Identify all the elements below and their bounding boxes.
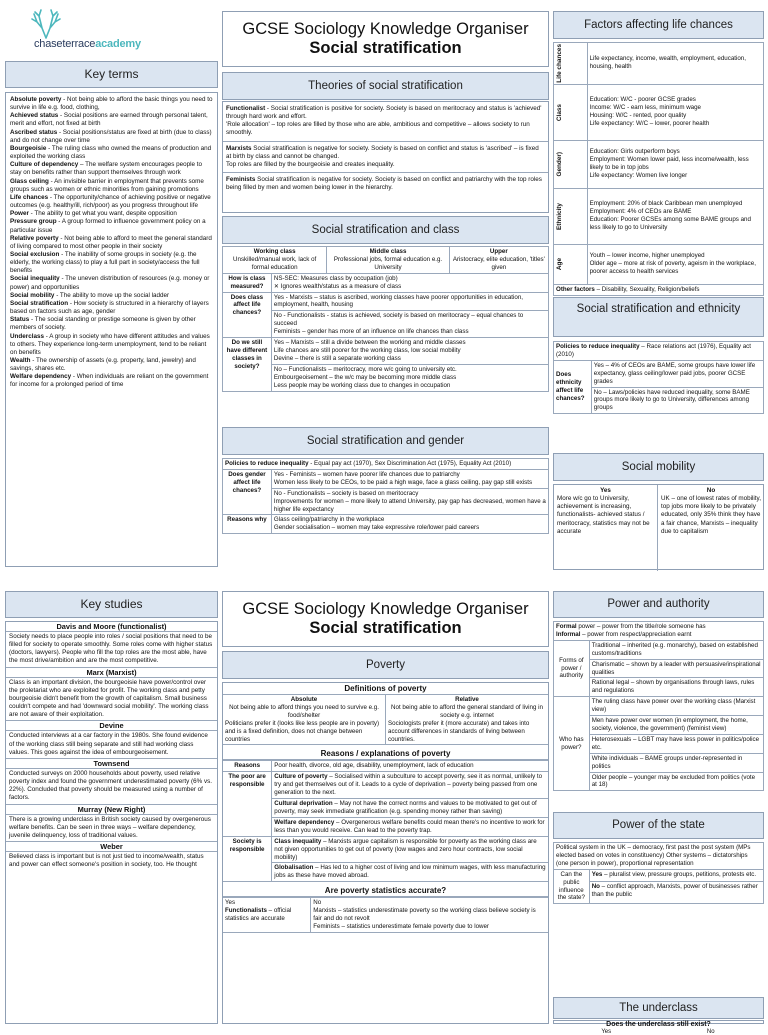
term-def: - The inability of some groups in society (e.g. the elderly, the working class) to play a full part in society/access the full benefits bbox=[10, 250, 200, 275]
mobility-no-text: UK – one of lowest rates of mobility, top jobs more likely to be privately educated, only 35% think they have a fair chance, Marxists – inequality due to capitalism bbox=[661, 495, 761, 535]
stats-no-text: Marxists – statistics underestimate poverty so the working class believe society is fair and do not revolt bbox=[313, 907, 536, 923]
term-def: - The ability to move up the social ladder bbox=[54, 291, 170, 299]
informal-label: Informal bbox=[556, 630, 581, 638]
underclass-header: The underclass bbox=[553, 997, 764, 1019]
term: Culture of dependency bbox=[10, 161, 79, 169]
term: Underclass bbox=[10, 332, 44, 340]
formal-label: Formal bbox=[556, 623, 577, 630]
key-terms-header: Key terms bbox=[5, 61, 218, 88]
term-def: - A group formed to influence government policy on a particular issue bbox=[10, 218, 206, 234]
cell-line: Less people may be working class due to changes in occupation bbox=[273, 381, 451, 389]
explanation-term: Globalisation bbox=[274, 864, 314, 872]
cell-line: Housing: W/C - rented, poor quality bbox=[589, 112, 687, 120]
term-def: - The opportunity/chance of achieving positive or negative outcomes (e.g. healthy/ill, rich/poor) as you progress throughout life bbox=[10, 193, 211, 210]
explanation-term: Culture of poverty bbox=[274, 773, 328, 781]
state-yes-text: – pluralist view, pressure groups, petitions, protests etc. bbox=[602, 870, 757, 878]
functionalist-text2: 'Role allocation' – top roles are filled by those who are able, ambitious and competitive – allows society to run smoothly. bbox=[226, 121, 530, 137]
underclass-no: No bbox=[706, 1029, 715, 1035]
row-label: Do we still have different classes in society? bbox=[223, 338, 272, 391]
stats-yes-title: Yes bbox=[225, 899, 236, 907]
study-text: Conducted interviews at a car factory in the 1980s. She found evidence of the working class still being separate and still had working class values. This goes against the idea of embourgeoisement. bbox=[9, 732, 208, 756]
cell-line: Older people – younger may be excluded from politics (vote at 18) bbox=[589, 772, 763, 791]
term-def: - The social standing or prestige someone is given by other members of society. bbox=[10, 316, 196, 332]
stats-yes-text: – official statistics are accurate bbox=[225, 907, 292, 923]
term: Absolute poverty bbox=[10, 96, 62, 103]
stats-no-text2: Feminists – statistics underestimate female poverty due to lower bbox=[313, 922, 489, 930]
row-label: Society is responsible bbox=[223, 836, 272, 882]
functionalist-text: - Social stratification is positive for society. Society is based on meritocracy and status is 'achieved' through hard work and effort. bbox=[226, 105, 542, 121]
marxists-label: Marxists bbox=[226, 144, 252, 152]
stats-heading: Are poverty statistics accurate? bbox=[223, 885, 548, 897]
row-label: The poor are responsible bbox=[223, 772, 272, 836]
ethnicity-yes: Yes – 4% of CEOs are BAME, some groups have lower life expectancy, glass ceiling/lower paid jobs, poorer GCSE grades bbox=[591, 360, 763, 387]
state-table bbox=[553, 842, 764, 994]
gender-header: Social stratification and gender bbox=[222, 427, 549, 455]
other-factors-label: Other factors bbox=[556, 285, 595, 293]
theories-body bbox=[222, 101, 549, 213]
cell-line: White individuals – BAME groups under-represented in politics bbox=[589, 753, 763, 772]
state-header: Power of the state bbox=[553, 812, 764, 839]
power-table bbox=[553, 621, 764, 811]
row-label: Can the public influence the state? bbox=[554, 869, 590, 904]
mobility-yes-title: Yes bbox=[600, 487, 611, 494]
term: Status bbox=[10, 316, 30, 324]
study-name: Davis and Moore (functionalist) bbox=[6, 622, 217, 632]
row-label: Gender) bbox=[556, 151, 563, 177]
study-name: Marx (Marxist) bbox=[6, 667, 217, 678]
upper-class-title: Upper bbox=[489, 248, 508, 255]
study-text: Class is an important division, the bourgeoisie have power/control over the proletariat who are exploited for profit. The working class and petty bourgeoisie didn't benefit from the growth of capitalism. Small business couldn't compete and had 'downward social mobility'. The working class are not aware of their exploitation. bbox=[9, 678, 209, 719]
row-label: Does class affect life chances? bbox=[223, 292, 272, 338]
underclass-body bbox=[553, 1020, 764, 1035]
underclass-question: Does the underclass still exist? bbox=[606, 1021, 711, 1028]
underclass-yes: Yes bbox=[601, 1029, 612, 1035]
ethnicity-header: Social stratification and ethnicity bbox=[553, 297, 764, 337]
factors-header: Factors affecting life chances bbox=[553, 11, 764, 39]
policies-label: Policies to reduce inequality bbox=[556, 343, 640, 350]
row-label: Forms of power / authority bbox=[554, 640, 590, 696]
study-text: Society needs to place people into roles / social positions that need to be filled for society to operate smoothly. Some roles come with higher status (doctors, lawyers). People who fill the top roles are the most able, have the most drive/ambition and are the most competitive. bbox=[9, 633, 213, 665]
page-title: GCSE Sociology Knowledge Organiser bbox=[242, 20, 529, 38]
term: Social mobility bbox=[10, 291, 55, 299]
informal-text: – power from respect/appreciation earnt bbox=[580, 630, 692, 638]
feminists-label: Feminists bbox=[226, 176, 256, 184]
study-text: Believed class is important but is not just tied to income/wealth, status and power can effect someone's position in society, too. He thought bbox=[9, 852, 204, 869]
state-yes-label: Yes bbox=[591, 870, 603, 878]
term: Power bbox=[10, 210, 29, 218]
relative-text: Not being able to afford the general standard of living in society e.g. internet bbox=[391, 703, 543, 719]
key-studies-header: Key studies bbox=[5, 591, 218, 618]
cell-line: ✕ Ignores wealth/status as a measure of class bbox=[273, 282, 402, 290]
term-def: - How society is structured in a hierarchy of layers based on factors such as age, gender bbox=[10, 299, 209, 316]
explanation-term: Welfare dependency bbox=[274, 818, 335, 826]
class-header: Social stratification and class bbox=[222, 216, 549, 244]
cell-line: Education: W/C - poorer GCSE grades bbox=[589, 96, 696, 104]
other-factors-text: – Disability, Sexuality, Religion/beliefs bbox=[594, 285, 700, 293]
row-label: Class bbox=[556, 103, 563, 121]
policies-label: Policies to reduce inequality bbox=[225, 460, 309, 467]
state-no-text: – conflict approach, Marxists, power of businesses rather than the public bbox=[591, 883, 758, 899]
cell-line: Education: Girls outperform boys bbox=[589, 148, 680, 156]
term-def: - The ability to get what you want, despite opposition bbox=[28, 210, 177, 218]
cell-line: Employment: Women lower paid, less income/wealth, less likely to be in top jobs bbox=[589, 156, 749, 172]
ethnicity-table bbox=[553, 341, 764, 449]
term-def: - Social positions are earned through personal talent, merit and effort, not fixed at birth bbox=[10, 112, 208, 128]
term-def: - A group in society who have different attitudes and values to others. They experience long-term unemployment, tend to be reliant on benefits bbox=[10, 332, 210, 356]
cell-line: Employment: 20% of black Caribbean men unemployed bbox=[589, 200, 743, 208]
cell-line: Employment: 4% of CEOs are BAME bbox=[589, 208, 692, 216]
mobility-no-title: No bbox=[706, 487, 716, 494]
cell-line: Older age – more at risk of poverty, ageism in the workplace, poorer access to health services bbox=[589, 260, 756, 276]
relative-title: Relative bbox=[455, 696, 479, 703]
term-def: - The uneven distribution of resources (e.g. money or power) and opportunities bbox=[10, 275, 210, 291]
cell-line: Yes - Marxists – status is ascribed, working classes have poorer opportunities in education, employment, health, housing bbox=[271, 292, 548, 311]
term: Social exclusion bbox=[10, 250, 60, 258]
row-label: Life chances bbox=[556, 44, 563, 83]
cell-line: Life chances are still poorer for the working class, low social mobility bbox=[273, 346, 461, 354]
term-def: - An invisible barrier in employment that prevents some groups such as women or ethnic minorities from gaining promotions bbox=[10, 177, 204, 193]
row-label: Who has power? bbox=[554, 697, 590, 791]
stats-no-title: No bbox=[313, 899, 322, 907]
term: Life chances bbox=[10, 193, 49, 201]
explanation-text: – Overgenerous welfare benefits could mean there's no incentive to work for less than you would receive. Can lead to the poverty trap. bbox=[274, 818, 545, 834]
mobility-header: Social mobility bbox=[553, 453, 764, 481]
cell-line: Life expectancy, income, wealth, employment, education, housing, health bbox=[589, 55, 746, 71]
poverty-body bbox=[222, 682, 549, 1024]
cell-line: Charismatic – shown by a leader with persuasive/inspirational qualities bbox=[589, 659, 763, 678]
power-header: Power and authority bbox=[553, 591, 764, 618]
state-no-label: No bbox=[591, 883, 600, 891]
cell-line: Life expectancy: Women live longer bbox=[589, 172, 688, 180]
term-def: - When individuals are reliant on the government for income for a prolonged period of time bbox=[10, 373, 209, 389]
row-label: Age bbox=[556, 258, 563, 271]
key-terms-body bbox=[5, 92, 218, 567]
term: Ascribed status bbox=[10, 128, 58, 136]
working-class-text: Unskilled/manual work, lack of formal education bbox=[233, 255, 317, 271]
term: Bourgeoisie bbox=[10, 144, 47, 152]
explanation-term: Class inequality bbox=[274, 837, 322, 845]
cell-line: Youth – lower income, higher unemployed bbox=[589, 252, 705, 260]
page-subtitle: Social stratification bbox=[309, 39, 462, 57]
explanation-text: – Has led to a higher cost of living and low minimum wages, with less manufacturing jobs as these have moved abroad. bbox=[274, 864, 546, 880]
term: Pressure group bbox=[10, 218, 57, 226]
study-name: Murray (New Right) bbox=[6, 804, 217, 815]
logo-text-a: chaseterrace bbox=[34, 38, 96, 50]
marxists-text: Social stratification is negative for society. Society is based on conflict and status is 'ascribed' – is fixed at birth by class and cannot be changed. bbox=[226, 144, 539, 160]
cell-line: Gender socialisation – women may take expressive role/lower paid careers bbox=[273, 524, 480, 532]
term-def: - The ruling class who owned the means of production and exploited the working class bbox=[10, 144, 212, 161]
explanation-text: – May not have the correct norms and values to be motivated to get out of poverty, may seek immediate gratification (e.g. spending money rather than saving) bbox=[274, 800, 537, 815]
absolute-text2: Politicians prefer it (looks like less people are in poverty) and is a fixed definition, does not change between countries bbox=[225, 719, 380, 743]
cell-line: Rational legal – shown by organisations through laws, rules and regulations bbox=[589, 678, 763, 697]
mobility-body bbox=[553, 484, 764, 570]
stats-yes-label: Functionalists bbox=[225, 907, 267, 915]
policies-text: - Equal pay act (1970), Sex Discrimination Act (1975), Equality Act (2010) bbox=[308, 460, 512, 467]
absolute-title: Absolute bbox=[290, 696, 318, 703]
stag-icon bbox=[31, 8, 61, 40]
poverty-header: Poverty bbox=[222, 651, 549, 679]
functionalist-label: Functionalist bbox=[226, 105, 266, 112]
cell-line: No - Functionalists - status is achieved, society is based on meritocracy – equal chances to succeed bbox=[273, 312, 524, 328]
term: Social inequality bbox=[10, 275, 60, 283]
cell-line: Glass ceiling/patriarchy in the workplace bbox=[273, 516, 385, 524]
upper-class-text: Aristocracy, elite education, 'titles' given bbox=[452, 255, 545, 271]
term-def: - The ownership of assets (e.g. property, land, jewelry) and savings, shares etc. bbox=[10, 357, 196, 373]
working-class-title: Working class bbox=[253, 248, 296, 255]
cell-line: Life expectancy: W/C – lower, poorer health bbox=[589, 120, 710, 128]
term: Welfare dependency bbox=[10, 373, 72, 381]
reasons-heading: Reasons / explanations of poverty bbox=[223, 748, 548, 760]
class-table bbox=[222, 246, 549, 424]
cell-line: Women less likely to be CEOs, to be paid a high wage, face a glass ceiling, pay gap still exists bbox=[273, 478, 533, 486]
term: Relative poverty bbox=[10, 234, 59, 242]
title-block bbox=[222, 11, 549, 67]
term-def: - Not being able to afford the basic things you need to survive in life e.g. food, clothing, bbox=[10, 96, 213, 112]
cell-line: Men have power over women (in employment, the home, society, violence, the government) (feminist view) bbox=[589, 716, 763, 735]
term: Glass ceiling bbox=[10, 177, 49, 185]
row-label: Does gender affect life chances? bbox=[223, 469, 272, 515]
study-name: Townsend bbox=[6, 758, 217, 769]
row-label: Ethnicity bbox=[556, 202, 563, 230]
cell-line: Feminists – gender has more of an influence on life chances than class bbox=[273, 328, 469, 336]
factors-table bbox=[553, 42, 764, 294]
cell-line: Improvements for women – more likely to attend University, pay gap has decreased, women have a higher life expectancy bbox=[273, 497, 546, 513]
cell-line: Yes - Feminists – women have poorer life chances due to patriarchy bbox=[273, 470, 460, 478]
term-def: - Not being able to afford to meet the general standard of living compared to most other people in their society bbox=[10, 234, 212, 250]
study-text: There is a growing underclass in British society caused by overgenerous welfare benefits. Can be seen in three ways – welfare dependency, juvenile delinquency, loss of traditional values. bbox=[9, 815, 211, 839]
logo-text-b: academy bbox=[95, 38, 141, 50]
cell-line: Income: W/C - earn less, minimum wage bbox=[589, 104, 701, 112]
cell-line: No – Functionalists – meritocracy, more w/c going to university etc. bbox=[273, 365, 457, 373]
policies-text: – Race relations act (1976), Equality act (2010) bbox=[556, 343, 751, 358]
cell-line: Devine – there is still a separate working class bbox=[273, 354, 401, 362]
cell-line: Yes – Marxists – still a divide between the working and middle classes bbox=[273, 339, 466, 347]
gender-table bbox=[222, 458, 549, 570]
page-subtitle-2: Social stratification bbox=[309, 619, 462, 637]
cell-line: Embourgeoisement – the w/c may be becoming more middle class bbox=[273, 373, 457, 381]
row-label: Reasons bbox=[223, 761, 272, 772]
marxists-text2: Top roles are filled by the bourgeoisie and creates inequality. bbox=[226, 160, 395, 168]
title-block-2 bbox=[222, 591, 549, 647]
feminists-text: Social stratification is negative for society. Society is based on conflict and patriarchy with the top roles being filled by men and women being lower in the hierarchy. bbox=[226, 176, 542, 192]
cell-line: The ruling class have power over the working class (Marxist view) bbox=[589, 697, 763, 716]
cell-line: Traditional – inherited (e.g. monarchy), based on established customs/traditions bbox=[589, 640, 763, 659]
study-name: Weber bbox=[6, 841, 217, 852]
explanation-term: Cultural deprivation bbox=[274, 800, 333, 808]
middle-class-title: Middle class bbox=[369, 248, 407, 255]
study-name: Devine bbox=[6, 720, 217, 731]
page-title-2: GCSE Sociology Knowledge Organiser bbox=[242, 600, 529, 618]
term: Achieved status bbox=[10, 112, 59, 120]
row-label: How is class measured? bbox=[223, 273, 272, 292]
logo bbox=[6, 8, 218, 56]
cell-line: Education: Poorer GCSEs among some BAME groups and less likely to go to University bbox=[589, 216, 751, 232]
cell-line: No - Functionalists – society is based on meritocracy bbox=[273, 489, 419, 497]
term-def: - Social positions/status are fixed at birth (due to class) and do not change over time bbox=[10, 128, 212, 144]
ethnicity-no: No – Laws/policies have reduced inequality, some BAME groups more likely to go to University, differences among groups bbox=[591, 387, 763, 414]
term: Wealth bbox=[10, 357, 31, 364]
study-text: Conducted surveys on 2000 households about poverty, used relative poverty index and found the government underestimated poverty (6% vs. 22%). Concluded that poverty should be measured using a number of factors. bbox=[9, 769, 213, 802]
explanation-text: – Marxists argue capitalism is responsible for poverty as the working class are not given opportunities to get out of poverty (low wages and zero hour contracts, low social mobility) bbox=[274, 837, 537, 861]
cell-line: Heterosexuals – LGBT may have less power in politics/police etc. bbox=[589, 734, 763, 753]
row-label: Reasons why bbox=[223, 515, 272, 534]
absolute-text: Not being able to afford things you need to survive e.g. food/shelter bbox=[229, 703, 379, 719]
state-text: Political system in the UK – democracy, first past the post system (MPs elected based on votes in constituency) Other systems – dictatorships (one person in power), proportional representation bbox=[554, 843, 764, 870]
cell-line: NS-SEC: Measures class by occupation (job) bbox=[273, 274, 398, 282]
theories-header: Theories of social stratification bbox=[222, 72, 549, 100]
explanation-text: – Socialised within a subculture to accept poverty, see it as normal, unlikely to try and get themselves out of it. Leads to a cycle of deprivation – poverty being passed from one generation to the next. bbox=[274, 773, 543, 797]
term-def: – The welfare system encourages people to stay on benefits rather than support themselves through work bbox=[10, 161, 203, 177]
row-label: Does ethnicity affect life chances? bbox=[554, 360, 592, 413]
term: Social stratification bbox=[10, 299, 69, 307]
key-studies-body bbox=[5, 621, 218, 1024]
formal-text: power – power from the title/role someone has bbox=[576, 623, 706, 630]
relative-text2: Sociologists prefer it (more accurate) and takes into account differences in standards of living between countries. bbox=[388, 719, 530, 743]
mobility-yes-text: More w/c go to University, achievement is increasing, functionalists- achieved status / meritocracy, statistics may not be accurate bbox=[557, 495, 650, 535]
definitions-heading: Definitions of poverty bbox=[223, 683, 548, 695]
reasons-text: Poor health, divorce, old age, disability, unemployment, lack of education bbox=[272, 761, 548, 772]
middle-class-text: Professional jobs, formal education e.g. University bbox=[333, 255, 443, 271]
